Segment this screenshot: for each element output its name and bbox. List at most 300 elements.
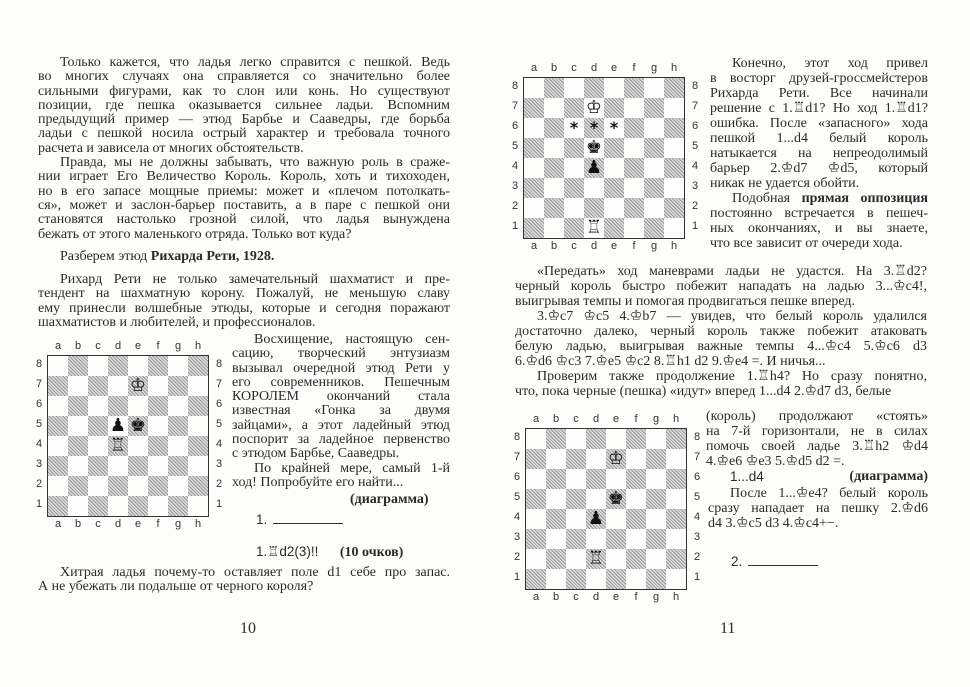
file-label: d bbox=[592, 591, 600, 603]
text-line: сильными фигурами, как то слон или конь. Но существуют bbox=[38, 84, 450, 99]
board-square bbox=[666, 529, 686, 549]
board-square bbox=[646, 549, 666, 569]
board-square bbox=[48, 476, 68, 496]
file-label: h bbox=[672, 591, 680, 603]
rank-label: 7 bbox=[513, 451, 521, 463]
board-square bbox=[584, 198, 604, 218]
text-line: бежать от этого маленького отряда. Только вот куда? bbox=[38, 227, 352, 242]
board-square bbox=[108, 456, 128, 476]
board-square bbox=[584, 178, 604, 198]
board-square bbox=[564, 218, 584, 238]
rank-label: 8 bbox=[693, 431, 701, 443]
chessboard bbox=[525, 428, 687, 590]
board-square bbox=[544, 118, 564, 138]
board-square bbox=[148, 376, 168, 396]
text-segment: Разберем этюд bbox=[60, 250, 151, 264]
board-square bbox=[624, 158, 644, 178]
board-square bbox=[108, 376, 128, 396]
text-line: Восхищение, настоящую сен- bbox=[254, 333, 450, 347]
board-square bbox=[564, 178, 584, 198]
text-line: известная «Гонка за двумя bbox=[232, 404, 450, 419]
text-line: КОРОЛЕМ окончаний стала bbox=[232, 390, 450, 405]
board-square bbox=[604, 98, 624, 118]
board-square bbox=[168, 476, 188, 496]
text-line: Хитрая ладья почему-то оставляет поле d1 себе про запас. bbox=[60, 566, 450, 580]
file-label: c bbox=[95, 518, 101, 530]
board-square bbox=[606, 549, 626, 569]
board-square bbox=[644, 118, 664, 138]
board-square bbox=[88, 416, 108, 436]
rank-label: 8 bbox=[215, 358, 223, 370]
text-line bbox=[38, 250, 450, 264]
board-square bbox=[128, 356, 148, 376]
board-square bbox=[566, 569, 586, 589]
chess-piece-icon: ♟ bbox=[587, 508, 605, 529]
board-square bbox=[606, 469, 626, 489]
text-line: ему принесли волшебные этюды, которые и сегодня поражают bbox=[38, 301, 450, 316]
rank-label: 7 bbox=[691, 100, 699, 112]
board-square bbox=[586, 529, 606, 549]
board-square bbox=[128, 456, 148, 476]
rank-label: 3 bbox=[513, 531, 521, 543]
board-square bbox=[48, 456, 68, 476]
chess-piece-icon: ♖ bbox=[109, 435, 127, 456]
board-square bbox=[524, 78, 544, 98]
file-label: f bbox=[634, 413, 638, 425]
solution-line bbox=[256, 544, 403, 561]
text-line: вызывал очередной этюд Рети у bbox=[232, 361, 450, 376]
rank-label: 8 bbox=[35, 358, 43, 370]
board-square bbox=[604, 158, 624, 178]
chess-piece-icon: ♖ bbox=[587, 548, 605, 569]
file-label: b bbox=[74, 340, 82, 352]
rank-label: 7 bbox=[511, 100, 519, 112]
text-line: ошибка. После «запасного» хода bbox=[710, 116, 928, 131]
text-line: Только кажется, что ладья легко справится с пешкой. Ведь bbox=[60, 56, 450, 70]
text-line: Рихарда Рети. Все начинали bbox=[710, 86, 928, 101]
board-square bbox=[546, 449, 566, 469]
rank-label: 8 bbox=[511, 80, 519, 92]
rank-label: 5 bbox=[691, 140, 699, 152]
rank-label: 5 bbox=[511, 140, 519, 152]
rank-label: 4 bbox=[35, 438, 43, 450]
text-line: тендент на шахматную корону. Пожалуй, не меньшую славу bbox=[38, 287, 450, 302]
board-square bbox=[168, 416, 188, 436]
rank-label: 2 bbox=[691, 200, 699, 212]
right-middle-text bbox=[515, 264, 927, 399]
board-square bbox=[526, 569, 546, 589]
board-square bbox=[88, 376, 108, 396]
board-square bbox=[544, 138, 564, 158]
text-line: нии играет Его Величество Король. Король, хоть и тихоходен, bbox=[38, 170, 450, 185]
file-label: a bbox=[532, 591, 540, 603]
board-square bbox=[524, 138, 544, 158]
board-square bbox=[566, 489, 586, 509]
file-label: g bbox=[652, 591, 660, 603]
board-square bbox=[604, 178, 624, 198]
file-label: g bbox=[652, 413, 660, 425]
answer-line-2[interactable] bbox=[731, 554, 818, 569]
board-square bbox=[68, 496, 88, 516]
file-label: h bbox=[670, 62, 678, 74]
file-label: d bbox=[114, 518, 122, 530]
rank-label: 1 bbox=[35, 498, 43, 510]
page-number-left: 10 bbox=[240, 620, 256, 637]
board-square bbox=[148, 496, 168, 516]
rank-label: 6 bbox=[215, 398, 223, 410]
rank-label: 2 bbox=[513, 551, 521, 563]
answer-line-1[interactable] bbox=[256, 512, 343, 527]
chess-piece-icon: ♔ bbox=[607, 448, 625, 469]
text-line: достаточно далеко, черный король также побежит атаковать bbox=[515, 324, 927, 339]
board-square bbox=[586, 469, 606, 489]
board-square bbox=[584, 78, 604, 98]
chess-piece-icon: ♔ bbox=[129, 375, 147, 396]
file-label: e bbox=[610, 240, 618, 252]
file-label: f bbox=[156, 340, 160, 352]
board-square bbox=[68, 396, 88, 416]
file-label: c bbox=[95, 340, 101, 352]
file-label: h bbox=[670, 240, 678, 252]
board-square bbox=[88, 356, 108, 376]
board-square bbox=[188, 416, 208, 436]
file-label: b bbox=[550, 240, 558, 252]
text-line bbox=[710, 191, 928, 206]
rank-label: 1 bbox=[513, 571, 521, 583]
board-square bbox=[566, 429, 586, 449]
text-line: барьер 2.♔d7 ♔d5, который bbox=[710, 161, 928, 176]
board-square bbox=[546, 549, 566, 569]
board-square bbox=[626, 489, 646, 509]
text-line: позиции, где пешка оказывается сильнее ладьи. Вспомним bbox=[38, 98, 450, 113]
chessboard bbox=[523, 77, 685, 239]
board-square bbox=[624, 98, 644, 118]
board-square bbox=[108, 496, 128, 516]
rank-label: 1 bbox=[691, 220, 699, 232]
board-square bbox=[644, 178, 664, 198]
board-square bbox=[526, 429, 546, 449]
board-square bbox=[646, 429, 666, 449]
rank-label: 8 bbox=[513, 431, 521, 443]
board-square bbox=[526, 449, 546, 469]
board-square bbox=[606, 569, 626, 589]
text-line: шахматистов и любителей, и профессионалов. bbox=[38, 315, 316, 330]
board-square bbox=[524, 178, 544, 198]
board-square bbox=[188, 376, 208, 396]
file-label: h bbox=[672, 413, 680, 425]
board-square bbox=[546, 489, 566, 509]
board-square bbox=[168, 356, 188, 376]
board-square bbox=[168, 456, 188, 476]
file-label: e bbox=[134, 340, 142, 352]
square-marker-icon: * bbox=[569, 118, 579, 137]
text-line: на 7-й горизонтали, не в силах bbox=[706, 424, 928, 439]
rank-label: 4 bbox=[691, 160, 699, 172]
board-square bbox=[666, 449, 686, 469]
board-square bbox=[546, 509, 566, 529]
board-square bbox=[564, 98, 584, 118]
diagram-label-right: (диаграмма) bbox=[849, 469, 928, 484]
rank-label: 6 bbox=[691, 120, 699, 132]
board-square bbox=[88, 456, 108, 476]
board-square bbox=[544, 178, 564, 198]
board-square bbox=[644, 198, 664, 218]
board-square bbox=[646, 489, 666, 509]
board-square bbox=[646, 529, 666, 549]
solution-move: 1.♖d2(3)!! bbox=[256, 544, 319, 559]
board-square bbox=[128, 396, 148, 416]
board-square bbox=[566, 449, 586, 469]
file-label: f bbox=[156, 518, 160, 530]
board-square bbox=[644, 78, 664, 98]
board-square bbox=[646, 449, 666, 469]
board-square bbox=[188, 436, 208, 456]
board-square bbox=[68, 476, 88, 496]
text-line: постоянно встречается в пешеч- bbox=[710, 206, 928, 221]
file-label: d bbox=[590, 62, 598, 74]
board-square bbox=[128, 476, 148, 496]
board-square bbox=[604, 198, 624, 218]
file-label: f bbox=[632, 240, 636, 252]
board-square bbox=[168, 396, 188, 416]
text-line: 6.♔d6 ♔c3 7.♔e5 ♔c2 8.♖h1 d2 9.♔e4 =. И ничья... bbox=[515, 354, 826, 369]
board-square bbox=[604, 78, 624, 98]
board-square bbox=[524, 218, 544, 238]
text-line: в восторг друзей-гроссмейстеров bbox=[710, 71, 928, 86]
file-label: e bbox=[612, 413, 620, 425]
text-line: сацию, творческий энтузиазм bbox=[232, 347, 450, 362]
board-square bbox=[188, 396, 208, 416]
board-square bbox=[168, 496, 188, 516]
board-square bbox=[646, 509, 666, 529]
page-number-right: 11 bbox=[720, 620, 736, 637]
board-square bbox=[626, 469, 646, 489]
intro-text bbox=[38, 56, 450, 242]
board-square bbox=[566, 509, 586, 529]
board-square bbox=[664, 118, 684, 138]
file-label: h bbox=[194, 518, 202, 530]
board-square bbox=[626, 529, 646, 549]
board-square bbox=[546, 429, 566, 449]
board-square bbox=[546, 529, 566, 549]
board-square bbox=[188, 356, 208, 376]
text-line: с этюдом Барбье, Сааведры. bbox=[232, 447, 400, 462]
chess-piece-icon: ♔ bbox=[585, 97, 603, 118]
board-square bbox=[606, 529, 626, 549]
right-column-top bbox=[710, 56, 928, 251]
answer-blank[interactable] bbox=[748, 555, 818, 566]
text-line: Проверим также продолжение 1.♖h4? Но сразу понятно, bbox=[537, 369, 927, 384]
rank-label: 3 bbox=[691, 180, 699, 192]
file-label: f bbox=[634, 591, 638, 603]
board-square bbox=[524, 158, 544, 178]
board-square bbox=[148, 476, 168, 496]
board-square bbox=[148, 456, 168, 476]
board-square bbox=[108, 476, 128, 496]
board-square bbox=[148, 396, 168, 416]
rank-label: 5 bbox=[693, 491, 701, 503]
text-line: предыдущий пример — этюд Барбье и Сааведры, где борьба bbox=[38, 113, 450, 128]
square-marker-icon: * bbox=[609, 118, 619, 137]
board-square bbox=[664, 218, 684, 238]
file-label: b bbox=[74, 518, 82, 530]
board-square bbox=[68, 456, 88, 476]
board-square bbox=[666, 429, 686, 449]
board-square bbox=[526, 509, 546, 529]
board-square bbox=[68, 416, 88, 436]
text-line: А не убежать ли подальше от черного короля? bbox=[38, 580, 314, 595]
bold-text: Рихарда Рети, 1928. bbox=[150, 250, 275, 264]
board-square bbox=[128, 436, 148, 456]
board-square bbox=[128, 496, 148, 516]
board-square bbox=[606, 509, 626, 529]
board-square bbox=[546, 569, 566, 589]
board-square bbox=[624, 178, 644, 198]
board-square bbox=[88, 396, 108, 416]
board-square bbox=[626, 569, 646, 589]
board-square bbox=[168, 436, 188, 456]
board-square bbox=[68, 436, 88, 456]
board-square bbox=[604, 138, 624, 158]
board-square bbox=[624, 138, 644, 158]
text-line: во многих случаях она справляется со значительно более bbox=[38, 70, 450, 85]
file-label: f bbox=[632, 62, 636, 74]
board-square bbox=[624, 118, 644, 138]
file-label: c bbox=[571, 240, 577, 252]
board-square bbox=[586, 449, 606, 469]
rank-label: 3 bbox=[693, 531, 701, 543]
file-label: h bbox=[194, 340, 202, 352]
text-line: (король) продолжают «стоять» bbox=[706, 409, 928, 424]
board-square bbox=[624, 78, 644, 98]
rank-label: 5 bbox=[35, 418, 43, 430]
text-segment: Подобная bbox=[732, 191, 802, 206]
rank-label: 3 bbox=[35, 458, 43, 470]
right-column-bottom2 bbox=[708, 486, 928, 531]
board-square bbox=[88, 496, 108, 516]
file-label: e bbox=[134, 518, 142, 530]
text-line: Рихард Рети не только замечательный шахматист и пре- bbox=[60, 273, 450, 287]
file-label: a bbox=[532, 413, 540, 425]
move-label: 1...d4 bbox=[730, 469, 764, 484]
board-square bbox=[148, 436, 168, 456]
board-square bbox=[666, 549, 686, 569]
board-square bbox=[586, 569, 606, 589]
text-line: расчета и зависела от многих обстоятельств. bbox=[38, 141, 304, 156]
board-square bbox=[544, 198, 564, 218]
rank-label: 5 bbox=[513, 491, 521, 503]
rank-label: 7 bbox=[215, 378, 223, 390]
file-label: d bbox=[590, 240, 598, 252]
text-line: что, пока черные (пешка) «идут» вперед 1...d4 2.♔d7 d3, белые bbox=[515, 384, 892, 399]
board-square bbox=[626, 509, 646, 529]
rank-label: 8 bbox=[691, 80, 699, 92]
diagram-label: (диаграмма) bbox=[350, 492, 429, 507]
rank-label: 3 bbox=[215, 458, 223, 470]
reti-paragraph bbox=[38, 273, 450, 330]
rank-label: 5 bbox=[215, 418, 223, 430]
text-line: Правда, мы не должны забывать, что важную роль в сраже- bbox=[60, 156, 450, 171]
text-line: 3.♔c7 ♔c5 4.♔b7 — увидев, что белый король удалился bbox=[537, 309, 927, 324]
text-line: что все зависит от очереди хода. bbox=[710, 236, 903, 251]
text-line: его современников. Пешечным bbox=[232, 375, 450, 390]
board-square bbox=[526, 489, 546, 509]
board-square bbox=[606, 429, 626, 449]
text-line: ладьи с пешкой носила острый характер и требовала точного bbox=[38, 127, 450, 142]
board-square bbox=[48, 436, 68, 456]
chessboard bbox=[47, 355, 209, 517]
board-square bbox=[88, 436, 108, 456]
file-label: d bbox=[592, 413, 600, 425]
board-square bbox=[604, 218, 624, 238]
text-line: «Передать» ход маневрами ладьи не удастся. На 3.♖d2? bbox=[537, 264, 927, 279]
rank-label: 7 bbox=[693, 451, 701, 463]
board-square bbox=[188, 496, 208, 516]
board-square bbox=[664, 198, 684, 218]
file-label: g bbox=[174, 518, 182, 530]
text-line: По крайней мере, самый 1-й bbox=[254, 461, 450, 476]
rank-label: 2 bbox=[35, 478, 43, 490]
rank-label: 2 bbox=[215, 478, 223, 490]
board-square bbox=[666, 489, 686, 509]
board-square bbox=[564, 198, 584, 218]
board-square bbox=[646, 569, 666, 589]
text-line: После 1...♔e4? белый король bbox=[730, 486, 928, 501]
right-column-bottom bbox=[706, 409, 928, 469]
board-square bbox=[566, 469, 586, 489]
board-square bbox=[664, 138, 684, 158]
rank-label: 7 bbox=[35, 378, 43, 390]
file-label: c bbox=[573, 413, 579, 425]
text-line: зайцами», а этот ладейный этюд bbox=[232, 418, 450, 433]
board-square bbox=[526, 469, 546, 489]
board-square bbox=[644, 158, 664, 178]
answer-number: 1. bbox=[256, 512, 268, 527]
text-line: ход! Попробуйте его найти... bbox=[232, 475, 404, 490]
board-square bbox=[168, 376, 188, 396]
answer-blank[interactable] bbox=[273, 513, 343, 524]
file-label: e bbox=[612, 591, 620, 603]
file-label: b bbox=[552, 413, 560, 425]
board-square bbox=[566, 529, 586, 549]
board-square bbox=[646, 469, 666, 489]
board-square bbox=[626, 549, 646, 569]
chess-piece-icon: ♚ bbox=[129, 415, 147, 436]
file-label: a bbox=[54, 518, 62, 530]
board-square bbox=[664, 78, 684, 98]
solution-points: (10 очков) bbox=[339, 545, 404, 560]
bold-text: прямая оппозиция bbox=[801, 191, 928, 206]
board-square bbox=[68, 356, 88, 376]
board-square bbox=[564, 78, 584, 98]
board-square bbox=[48, 356, 68, 376]
answer-number: 2. bbox=[731, 554, 743, 569]
rank-label: 4 bbox=[693, 511, 701, 523]
board-square bbox=[564, 158, 584, 178]
file-label: d bbox=[114, 340, 122, 352]
file-label: a bbox=[530, 240, 538, 252]
file-label: a bbox=[54, 340, 62, 352]
board-square bbox=[524, 198, 544, 218]
board-square bbox=[586, 429, 606, 449]
board-square bbox=[626, 429, 646, 449]
rank-label: 6 bbox=[35, 398, 43, 410]
text-line: белую ладью, выигрывая важные темпы 4...♔c4 5.♔c6 d3 bbox=[515, 339, 927, 354]
text-line: ных окончаниях, и вы знаете, bbox=[710, 221, 928, 236]
board-square bbox=[644, 98, 664, 118]
text-line: 4.♔e6 ♔e3 5.♔d5 d2 =. bbox=[706, 454, 845, 469]
study-heading bbox=[38, 250, 450, 264]
